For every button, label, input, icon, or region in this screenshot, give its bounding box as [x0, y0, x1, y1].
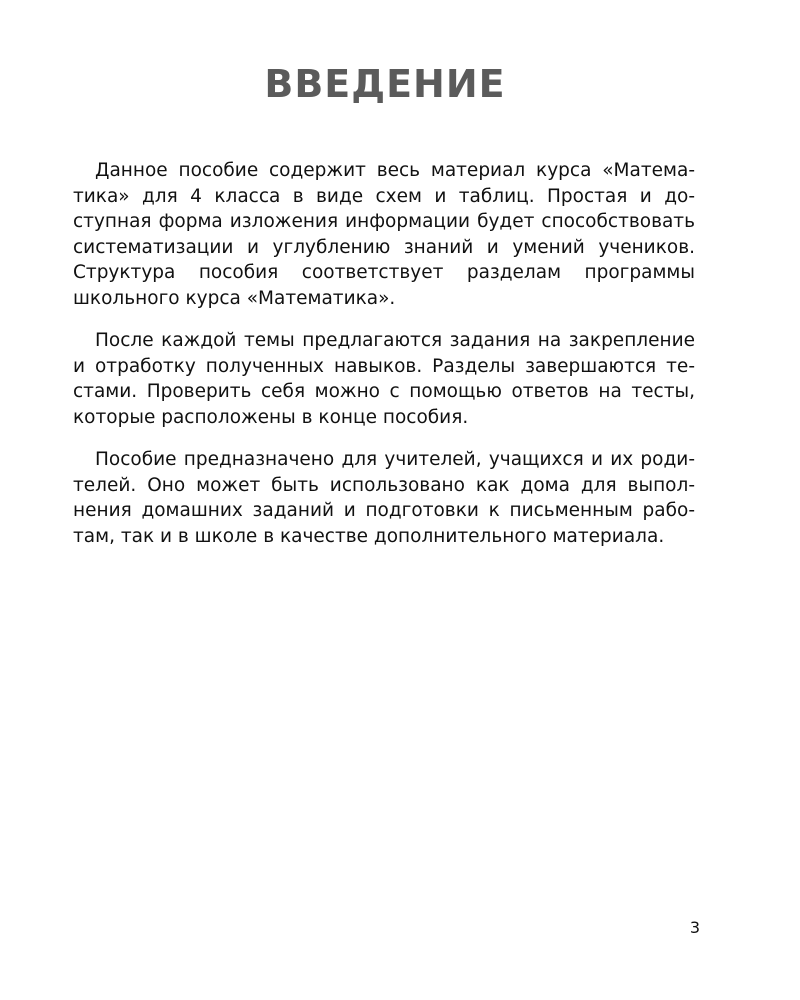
- introduction-text: [73, 158, 695, 566]
- paragraph-1: Данное пособие содержит весь материал курса «Математика» для 4 класса в виде схем и таблиц. Простая и доступная форма изложения информации будет способствовать систематизации и углублению знаний и умений учеников. Структура пособия соответствует разделам программы школьного курса «Математика».: [73, 160, 695, 309]
- page-title: ВВЕДЕНИЕ: [264, 62, 506, 106]
- page-number: 3: [689, 918, 700, 937]
- paragraph-3: Пособие предназначено для учителей, учащихся и их родителей. Оно может быть использовано как дома для выполнения домашних заданий и подготовки к письменным работам, так и в школе в качестве дополнительного материала.: [73, 449, 695, 547]
- paragraph-2: После каждой темы предлагаются задания на закрепление и отработку полученных навыков. Разделы завершаются тестами. Проверить себя можно с помощью ответов на тесты, которые расположены в конце пособия.: [73, 330, 695, 428]
